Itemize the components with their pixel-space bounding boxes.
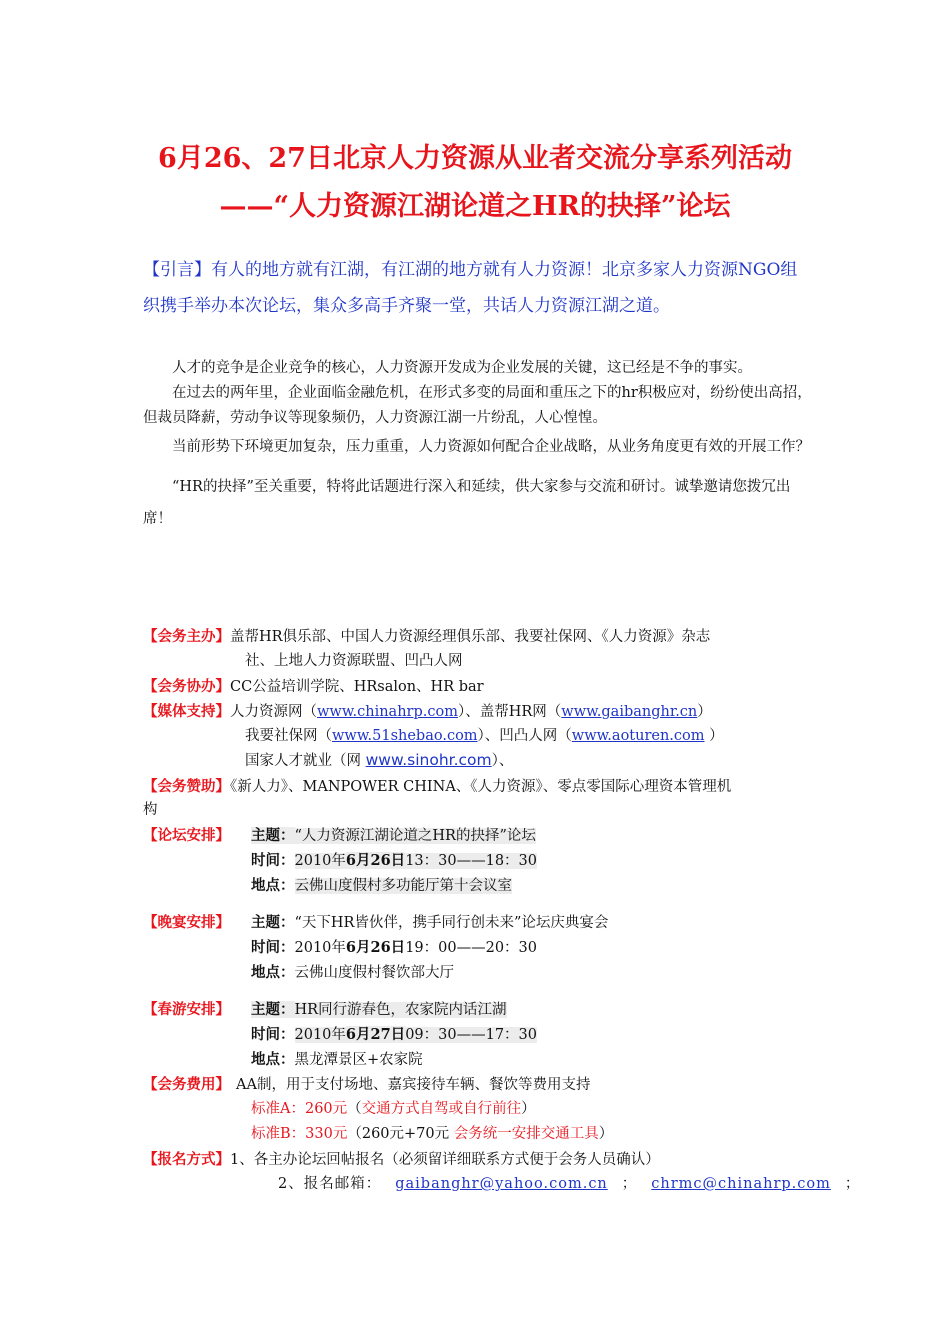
field-value: HR同行游春色，农家院内话江湖 <box>294 1002 507 1018</box>
media-label: 【媒体支持】 <box>143 703 230 720</box>
media-row <box>143 699 712 725</box>
field-key: 地点： <box>251 877 295 894</box>
fee-text: （260元+70元 <box>347 1126 454 1142</box>
field-key: 时间： <box>251 939 295 956</box>
signup-text: ； <box>844 1176 861 1192</box>
sponsor-line2: 构 <box>143 802 158 818</box>
media-text: ）、凹凸人网（ <box>477 728 572 744</box>
field-key: 地点： <box>251 964 295 981</box>
field-key: 主题： <box>251 914 295 931</box>
signup-line2 <box>278 1172 860 1197</box>
dinner-label: 【晚宴安排】 <box>143 914 230 931</box>
field-key: 地点： <box>251 1051 295 1068</box>
trip-place <box>251 1047 423 1073</box>
field-value: 6月26日 <box>345 852 406 869</box>
media-text: 国家人才就业（网 <box>245 753 366 769</box>
paragraph: 在过去的两年里，企业面临金融危机，在形式多变的局面和重压之下的hr积极应对，纷纷使出高招，但裁员降薪，劳动争议等现象频仍，人力资源江湖一片纷乱，人心惶惶。 <box>143 385 812 426</box>
paragraph: 人才的竞争是企业竞争的核心，人力资源开发成为企业发展的关键，这已经是不争的事实。 <box>172 360 752 376</box>
field-value: 2010年 <box>294 853 346 869</box>
email-chrmc[interactable]: chrmc@chinahrp.com <box>651 1176 831 1192</box>
co-text: CC公益培训学院、HRsalon、HR bar <box>230 679 484 695</box>
page-title: 6月26、27日北京人力资源从业者交流分享系列活动 <box>158 143 792 174</box>
host-label: 【会务主办】 <box>143 628 230 645</box>
fee-note: 交通方式自驾或自行前往 <box>361 1101 522 1117</box>
fee-label: 【会务费用】 <box>143 1076 230 1093</box>
trip-label-row <box>143 997 230 1023</box>
fee-standard-a <box>251 1097 536 1122</box>
forum-label-row <box>143 823 230 849</box>
link-aoturen[interactable]: www.aoturen.com <box>571 728 705 744</box>
link-sinohr[interactable]: www.sinohr.com <box>365 751 492 769</box>
forum-theme <box>251 823 536 849</box>
field-value: 2010年 <box>294 1027 346 1043</box>
paragraph: 当前形势下环境更加复杂，压力重重，人力资源如何配合企业战略，从业务角度更有效的开展工作？ <box>172 439 810 455</box>
dinner-label-row <box>143 910 230 936</box>
co-label: 【会务协办】 <box>143 678 230 695</box>
sponsor-row <box>143 774 731 800</box>
host-row <box>143 624 710 650</box>
body-text <box>143 356 813 535</box>
fee-text: ） <box>598 1126 614 1142</box>
fee-text: ） <box>521 1101 536 1117</box>
co-row <box>143 674 484 700</box>
email-gaibanghr[interactable]: gaibanghr@yahoo.com.cn <box>395 1176 608 1192</box>
dinner-place <box>251 960 454 986</box>
field-key: 主题： <box>251 827 295 844</box>
field-value: 6月26日 <box>345 939 406 956</box>
field-value: 云佛山度假村餐饮部大厅 <box>294 965 454 981</box>
fee-standard-b <box>251 1122 613 1147</box>
field-value: 19：00——20：30 <box>405 940 537 956</box>
dinner-time <box>251 935 537 961</box>
field-value: 13：30——18：30 <box>405 853 537 869</box>
fee-standard-label: 标准B：330元 <box>251 1126 348 1142</box>
intro-text: 有人的地方就有江湖，有江湖的地方就有人力资源！北京多家人力资源NGO组织携手举办本次论坛，集众多高手齐聚一堂，共话人力资源江湖之道。 <box>143 260 798 316</box>
fee-text: （ <box>347 1101 362 1117</box>
link-gaibanghr[interactable]: www.gaibanghr.cn <box>561 704 698 720</box>
field-key: 时间： <box>251 1026 295 1043</box>
signup-text: ； <box>621 1176 638 1192</box>
field-key: 主题： <box>251 1001 295 1018</box>
signup-line1: 1、各主办论坛回帖报名（必须留详细联系方式便于会务人员确认） <box>230 1152 660 1168</box>
field-value: 云佛山度假村多功能厅第十会议室 <box>294 878 512 894</box>
media-text: ）、 <box>491 753 514 769</box>
intro-paragraph <box>143 252 813 324</box>
signup-row <box>143 1147 660 1173</box>
field-value: 6月27日 <box>345 1026 406 1043</box>
link-chinahrp[interactable]: www.chinahrp.com <box>317 704 458 720</box>
field-value: “人力资源江湖论道之HR的抉择”论坛 <box>294 828 536 844</box>
forum-label: 【论坛安排】 <box>143 827 230 844</box>
trip-label: 【春游安排】 <box>143 1001 230 1018</box>
sponsor-label: 【会务赞助】 <box>143 778 230 795</box>
page-subtitle: ——“人力资源江湖论道之HR的抉择”论坛 <box>219 191 731 222</box>
link-51shebao[interactable]: www.51shebao.com <box>332 728 478 744</box>
field-value: 黑龙潭景区+农家院 <box>294 1052 423 1068</box>
fee-line1: AA制，用于支付场地、嘉宾接待车辆、餐饮等费用支持 <box>236 1077 591 1093</box>
media-text: 我要社保网（ <box>245 728 332 744</box>
signup-label: 【报名方式】 <box>143 1151 230 1168</box>
media-row-3 <box>245 748 513 774</box>
fee-note: 会务统一安排交通工具 <box>453 1126 599 1142</box>
field-value: “天下HR皆伙伴，携手同行创未来”论坛庆典宴会 <box>294 915 609 931</box>
trip-theme <box>251 997 507 1023</box>
forum-time <box>251 848 537 874</box>
intro-tag: 【引言】 <box>143 260 211 280</box>
field-value: 09：30——17：30 <box>405 1027 537 1043</box>
host-line1: 盖帮HR俱乐部、中国人力资源经理俱乐部、我要社保网、《人力资源》杂志 <box>230 629 711 645</box>
media-text: ） <box>697 704 712 720</box>
media-row-2 <box>245 724 724 749</box>
trip-time <box>251 1022 537 1048</box>
paragraph: “HR的抉择”至关重要，特将此话题进行深入和延续，供大家参与交流和研讨。诚挚邀请您拨冗出席！ <box>143 479 791 527</box>
media-text: 人力资源网（ <box>230 704 317 720</box>
fee-row <box>143 1072 590 1098</box>
fee-standard-label: 标准A：260元 <box>251 1101 348 1117</box>
field-value: 2010年 <box>294 940 346 956</box>
media-text: ） <box>704 728 724 744</box>
signup-text: 2、报名邮箱： <box>278 1176 382 1192</box>
host-line2: 社、上地人力资源联盟、凹凸人网 <box>245 653 463 669</box>
media-text: ）、盖帮HR网（ <box>457 704 562 720</box>
field-key: 时间： <box>251 852 295 869</box>
sponsor-line1: 《新人力》、MANPOWER CHINA、《人力资源》、零点零国际心理资本管理机 <box>230 779 732 795</box>
forum-place <box>251 873 512 899</box>
dinner-theme <box>251 910 608 936</box>
